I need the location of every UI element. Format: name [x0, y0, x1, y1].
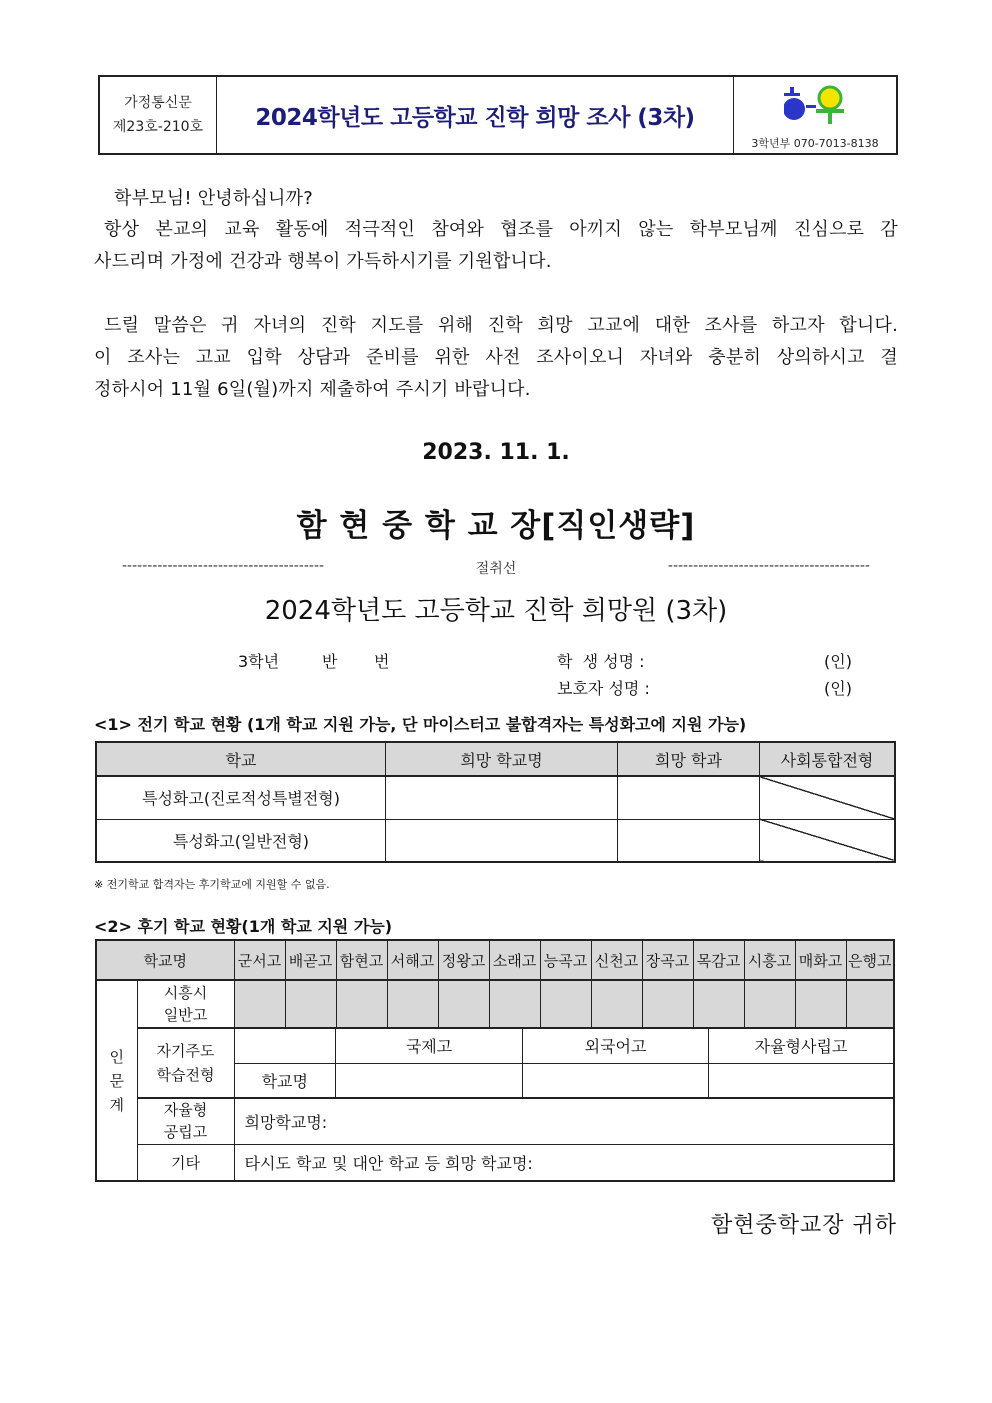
choice-cell[interactable] [336, 980, 387, 1028]
hope-dept-input-2[interactable] [618, 819, 760, 862]
self-directed-subtable [235, 1029, 893, 1097]
section-1-heading: <1> 전기 학교 현황 (1개 학교 지원 가능, 단 마이스터고 불합격자는 특성화고에 지원 가능) [94, 715, 747, 734]
notice-issue: 제23호-210호 [112, 119, 204, 135]
autonomous-school-input[interactable]: 희망학교명: [234, 1098, 894, 1144]
school-name-label: 학교명 [235, 1063, 336, 1097]
school-name: 정왕고 [438, 940, 489, 980]
school-name: 시흥고 [744, 940, 795, 980]
notice-number [100, 77, 217, 153]
row-label-special-aptitude: 특성화고(진로적성특별전형) [96, 776, 386, 819]
col-header-school: 학교 [96, 742, 386, 776]
type-foreign-language: 외국어고 [523, 1029, 709, 1063]
choice-cell[interactable] [234, 980, 285, 1028]
school-name: 장곡고 [642, 940, 693, 980]
hope-dept-input-1[interactable] [618, 776, 760, 819]
section-1-note: ※ 전기학교 합격자는 후기학교에 지원할 수 없음. [94, 878, 330, 891]
row-label-other: 기타 [137, 1144, 234, 1181]
type-private-autonomous: 자율형사립고 [709, 1029, 893, 1063]
row-label-general-school: 시흥시 일반고 [137, 980, 234, 1028]
school-name: 은행고 [846, 940, 894, 980]
class-label: 반 [322, 652, 338, 671]
school-name: 능곡고 [540, 940, 591, 980]
row-label-special-general: 특성화고(일반전형) [96, 819, 386, 862]
crossed-cell [760, 776, 896, 819]
cut-dashes-left: ---------------------------------------- [122, 558, 325, 574]
grade-label: 3학년 [238, 652, 280, 671]
hope-school-input-1[interactable] [386, 776, 618, 819]
foreign-language-school-input[interactable] [523, 1063, 709, 1097]
paragraph-1-line-1: 항상 본교의 교육 활동에 적극적인 참여와 협조를 아끼지 않는 학부모님께 진심으로 감 [104, 219, 898, 240]
school-name: 소래고 [489, 940, 540, 980]
table-header-row [96, 742, 895, 776]
logo-box [733, 77, 896, 153]
choice-cell[interactable] [438, 980, 489, 1028]
school-name-header: 학교명 [96, 940, 234, 980]
school-name: 배곧고 [285, 940, 336, 980]
other-row [96, 1144, 894, 1181]
choice-cell[interactable] [642, 980, 693, 1028]
document-title: 2024학년도 고등학교 진학 희망 조사 (3차) [255, 104, 695, 131]
student-seal: (인) [824, 652, 852, 671]
notice-label: 가정통신문 [124, 95, 192, 111]
student-name-field[interactable]: 학 생 성명 : [557, 652, 645, 671]
section-2-heading: <2> 후기 학교 현황(1개 학교 지원 가능) [94, 917, 393, 936]
humanities-category: 인 문 계 [96, 980, 137, 1181]
school-name: 목감고 [693, 940, 744, 980]
crossed-cell [760, 819, 896, 862]
school-name: 신천고 [591, 940, 642, 980]
cut-dashes-right: ---------------------------------------- [667, 558, 870, 574]
choice-cell[interactable] [795, 980, 846, 1028]
self-directed-row [96, 1028, 894, 1098]
choice-cell[interactable] [693, 980, 744, 1028]
international-school-input[interactable] [336, 1063, 523, 1097]
type-international: 국제고 [336, 1029, 523, 1063]
choice-cell[interactable] [591, 980, 642, 1028]
school-logo-icon [784, 85, 846, 125]
cut-line-label: 절취선 [475, 561, 517, 577]
autonomous-public-row [96, 1098, 894, 1144]
paragraph-2-line-1: 드릴 말씀은 귀 자녀의 진학 지도를 위해 진학 희망 고교에 대한 조사를 하고자 합니다. [104, 315, 898, 336]
choice-cell[interactable] [489, 980, 540, 1028]
school-names-row [96, 940, 894, 980]
private-autonomous-school-input[interactable] [709, 1063, 893, 1097]
choice-cell[interactable] [387, 980, 438, 1028]
choice-cell[interactable] [846, 980, 894, 1028]
school-name: 군서고 [234, 940, 285, 980]
school-name: 서해고 [387, 940, 438, 980]
table-row [96, 819, 895, 862]
paragraph-2-line-3: 정하시어 11월 6일(월)까지 제출하여 주시기 바랍니다. [94, 379, 531, 400]
early-school-table [95, 741, 896, 863]
choice-cell[interactable] [540, 980, 591, 1028]
blank-cell [235, 1029, 336, 1063]
paragraph-2-line-2: 이 조사는 고교 입학 상담과 준비를 위한 사전 조사이오니 자녀와 충분히 상의하시고 결 [94, 347, 898, 368]
late-school-table [95, 939, 895, 1182]
guardian-seal: (인) [824, 679, 852, 698]
table-row [96, 776, 895, 819]
school-name: 함현고 [336, 940, 387, 980]
contact-phone: 3학년부 070-7013-8138 [751, 137, 879, 150]
number-label: 번 [374, 652, 390, 671]
closing-addressee: 함현중학교장 귀하 [710, 1213, 897, 1238]
row-label-self-directed: 자기주도 학습전형 [137, 1028, 234, 1098]
other-school-input[interactable]: 타시도 학교 및 대안 학교 등 희망 학교명: [234, 1144, 894, 1181]
col-header-school-name: 희망 학교명 [386, 742, 618, 776]
form-title: 2024학년도 고등학교 진학 희망원 (3차) [264, 596, 728, 626]
choice-cell[interactable] [744, 980, 795, 1028]
guardian-name-field[interactable]: 보호자 성명 : [557, 679, 650, 698]
greeting: 학부모님! 안녕하십니까? [114, 188, 313, 209]
hope-school-input-2[interactable] [386, 819, 618, 862]
choice-cell[interactable] [285, 980, 336, 1028]
letter-date: 2023. 11. 1. [422, 440, 570, 465]
cut-line [122, 558, 870, 578]
principal-signature: 함 현 중 학 교 장[직인생략] [296, 508, 696, 544]
col-header-social-integration: 사회통합전형 [760, 742, 896, 776]
header-box [98, 75, 898, 155]
self-directed-cell [234, 1028, 894, 1098]
paragraph-1-line-2: 사드리며 가정에 건강과 행복이 가득하시기를 기원합니다. [94, 251, 552, 272]
row-label-autonomous-public: 자율형 공립고 [137, 1098, 234, 1144]
col-header-department: 희망 학과 [618, 742, 760, 776]
school-name: 매화고 [795, 940, 846, 980]
general-school-row [96, 980, 894, 1028]
